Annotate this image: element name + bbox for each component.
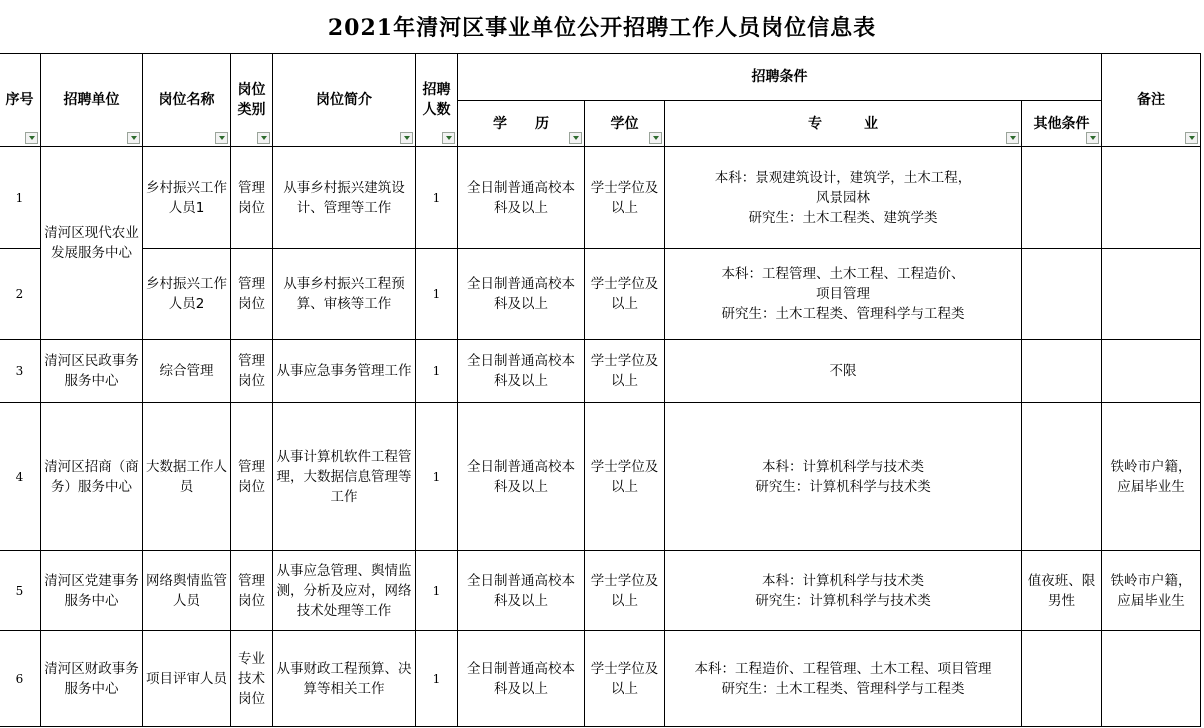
header-other (1022, 101, 1102, 147)
header-position-desc (273, 54, 416, 147)
header-major (665, 101, 1022, 147)
position-name-cell: 项目评审人员 (143, 631, 231, 727)
position-name-cell: 大数据工作人员 (143, 403, 231, 551)
major-line: 本科：计算机科学与技术类 (762, 572, 924, 589)
header-unit (41, 54, 143, 147)
header-position-name (143, 54, 231, 147)
header-unit-label: 招聘单位 (63, 92, 120, 108)
header-position-type-label: 岗位类别 (237, 82, 266, 118)
remark-cell (1102, 147, 1201, 249)
major-line: 本科：工程管理、土木工程、工程造价、 (721, 266, 965, 282)
header-major-label: 专 业 (808, 115, 878, 132)
table-row (0, 631, 1201, 727)
position-desc-cell: 从事乡村振兴工程预算、审核等工作 (273, 249, 416, 340)
table-row (0, 551, 1201, 631)
header-position-desc-label: 岗位简介 (316, 92, 372, 108)
position-type-cell: 管理岗位 (231, 340, 273, 403)
major-line: 不限 (829, 363, 857, 379)
filter-dropdown-icon[interactable] (649, 132, 662, 144)
other-cell (1022, 147, 1102, 249)
other-cell: 值夜班、限男性 (1022, 551, 1102, 631)
degree-cell: 学士学位及以上 (585, 147, 665, 249)
remark-cell (1102, 340, 1201, 403)
degree-cell: 学士学位及以上 (585, 249, 665, 340)
page-title: 2021年清河区事业单位公开招聘工作人员岗位信息表 (327, 15, 877, 41)
header-count (416, 54, 458, 147)
remark-cell (1102, 249, 1201, 340)
header-education-label: 学 历 (493, 115, 549, 132)
unit-cell: 清河区民政事务服务中心 (41, 340, 143, 403)
remark-cell: 铁岭市户籍，应届毕业生 (1102, 551, 1201, 631)
filter-dropdown-icon[interactable] (442, 132, 455, 144)
count-cell: 1 (416, 631, 458, 727)
table-row (0, 340, 1201, 403)
filter-dropdown-icon[interactable] (257, 132, 270, 144)
major-line: 研究生：计算机科学与技术类 (755, 478, 931, 495)
other-cell (1022, 631, 1102, 727)
education-cell: 全日制普通高校本科及以上 (458, 249, 585, 340)
filter-dropdown-icon[interactable] (127, 132, 140, 144)
header-remark (1102, 54, 1201, 147)
degree-cell: 学士学位及以上 (585, 551, 665, 631)
major-line: 风景园林 (816, 189, 870, 206)
position-type-cell: 管理岗位 (231, 147, 273, 249)
degree-cell: 学士学位及以上 (585, 403, 665, 551)
major-cell (665, 403, 1022, 551)
header-degree-label: 学位 (610, 115, 639, 132)
header-seq (0, 54, 41, 147)
position-type-cell: 管理岗位 (231, 551, 273, 631)
position-desc-cell: 从事应急事务管理工作 (273, 340, 416, 403)
position-type-cell: 专业技术岗位 (231, 631, 273, 727)
header-position-type (231, 54, 273, 147)
filter-dropdown-icon[interactable] (400, 132, 413, 144)
header-degree (585, 101, 665, 147)
header-other-label: 其他条件 (1033, 115, 1090, 132)
major-cell (665, 551, 1022, 631)
degree-cell: 学士学位及以上 (585, 631, 665, 727)
table-row (0, 403, 1201, 551)
seq-cell: 5 (0, 551, 41, 631)
count-cell: 1 (416, 147, 458, 249)
seq-cell: 4 (0, 403, 41, 551)
position-desc-cell: 从事应急管理、舆情监测，分析及应对，网络技术处理等工作 (273, 551, 416, 631)
unit-cell: 清河区财政事务服务中心 (41, 631, 143, 727)
major-line: 研究生：土木工程类、管理科学与工程类 (721, 306, 965, 322)
header-education (458, 101, 585, 147)
remark-cell (1102, 631, 1201, 727)
header-seq-label: 序号 (5, 92, 34, 108)
major-line: 研究生：土木工程类、建筑学类 (748, 209, 938, 226)
major-line: 本科：景观建筑设计，建筑学，土木工程， (714, 169, 972, 186)
other-cell (1022, 340, 1102, 403)
education-cell: 全日制普通高校本科及以上 (458, 631, 585, 727)
count-cell: 1 (416, 249, 458, 340)
remark-cell: 铁岭市户籍，应届毕业生 (1102, 403, 1201, 551)
major-line: 研究生：计算机科学与技术类 (755, 592, 931, 609)
seq-cell: 3 (0, 340, 41, 403)
position-desc-cell: 从事财政工程预算、决算等相关工作 (273, 631, 416, 727)
table-row (0, 147, 1201, 249)
filter-dropdown-icon[interactable] (1086, 132, 1099, 144)
other-cell (1022, 403, 1102, 551)
positions-table (0, 53, 1201, 727)
position-name-cell: 综合管理 (143, 340, 231, 403)
unit-cell: 清河区党建事务服务中心 (41, 551, 143, 631)
major-cell (665, 147, 1022, 249)
position-desc-cell: 从事计算机软件工程管理，大数据信息管理等工作 (273, 403, 416, 551)
header-count-label: 招聘人数 (422, 82, 451, 118)
major-line: 本科：工程造价、工程管理、土木工程、项目管理 (694, 660, 992, 677)
education-cell: 全日制普通高校本科及以上 (458, 340, 585, 403)
header-remark-label: 备注 (1137, 92, 1165, 108)
filter-dropdown-icon[interactable] (215, 132, 228, 144)
position-desc-cell: 从事乡村振兴建筑设计、管理等工作 (273, 147, 416, 249)
position-name-cell: 网络舆情监管人员 (143, 551, 231, 631)
major-cell (665, 249, 1022, 340)
major-line: 研究生：土木工程类、管理科学与工程类 (721, 680, 965, 697)
major-line: 本科：计算机科学与技术类 (762, 458, 924, 475)
other-cell (1022, 249, 1102, 340)
major-line: 项目管理 (816, 286, 870, 302)
header-position-name-label: 岗位名称 (158, 92, 215, 108)
major-cell (665, 340, 1022, 403)
degree-cell: 学士学位及以上 (585, 340, 665, 403)
seq-cell: 6 (0, 631, 41, 727)
education-cell: 全日制普通高校本科及以上 (458, 551, 585, 631)
seq-cell: 2 (0, 249, 41, 340)
filter-dropdown-icon[interactable] (25, 132, 38, 144)
table-row (0, 249, 1201, 340)
header-conditions: 招聘条件 (458, 54, 1102, 101)
position-type-cell: 管理岗位 (231, 403, 273, 551)
unit-cell: 清河区现代农业发展服务中心 (41, 147, 143, 340)
count-cell: 1 (416, 403, 458, 551)
unit-cell: 清河区招商（商务）服务中心 (41, 403, 143, 551)
count-cell: 1 (416, 340, 458, 403)
filter-dropdown-icon[interactable] (1185, 132, 1198, 144)
count-cell: 1 (416, 551, 458, 631)
seq-cell: 1 (0, 147, 41, 249)
education-cell: 全日制普通高校本科及以上 (458, 147, 585, 249)
position-name-cell: 乡村振兴工作人员2 (143, 249, 231, 340)
position-type-cell: 管理岗位 (231, 249, 273, 340)
education-cell: 全日制普通高校本科及以上 (458, 403, 585, 551)
filter-dropdown-icon[interactable] (569, 132, 582, 144)
position-name-cell: 乡村振兴工作人员1 (143, 147, 231, 249)
filter-dropdown-icon[interactable] (1006, 132, 1019, 144)
major-cell (665, 631, 1022, 727)
